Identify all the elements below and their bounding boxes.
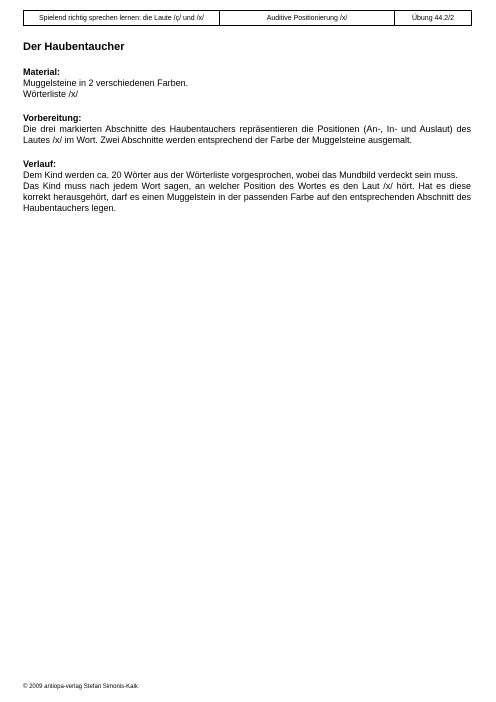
section-heading-verlauf: Verlauf:	[23, 159, 57, 169]
section-heading-material: Material:	[23, 67, 61, 77]
header-table	[23, 10, 472, 26]
section-heading-vorbereitung: Vorbereitung:	[23, 113, 82, 123]
header-book-title: Spielend richtig sprechen lernen: die Laute /ç/ und /x/	[39, 14, 204, 22]
document-body	[23, 40, 471, 214]
header-exercise-number: Übung 44.2/2	[394, 11, 471, 25]
material-line: Wörterliste /x/	[23, 89, 79, 99]
page-title: Der Haubentaucher	[23, 41, 125, 53]
header-topic: Auditive Positionierung /x/	[219, 11, 394, 25]
material-line: Muggelsteine in 2 verschiedenen Farben.	[23, 78, 189, 88]
section-vorbereitung	[23, 113, 471, 146]
verlauf-paragraph: Das Kind muss nach jedem Wort sagen, an welcher Position des Wortes es den Laut /x/ hört. Hat es diese korrekt herausgehört, darf es einen Muggelstein in der passenden Farbe auf den entsprechenden Abschnitt des Haubentauchers legen.	[23, 181, 471, 213]
vorbereitung-text: Die drei markierten Abschnitte des Haubentauchers repräsentieren die Positionen (An-, In- und Auslaut) des Lautes /x/ im Wort. Zwei Abschnitte werden entsprechend der Farbe der Muggelsteine ausgemalt.	[23, 124, 471, 145]
verlauf-paragraph: Dem Kind werden ca. 20 Wörter aus der Wörterliste vorgesprochen, wobei das Mundbild verdeckt sein muss.	[23, 170, 458, 180]
copyright-footer: © 2009 antiopa-verlag Stefan Simonis-Kalk	[23, 684, 138, 690]
section-verlauf	[23, 159, 471, 214]
section-material	[23, 67, 471, 100]
